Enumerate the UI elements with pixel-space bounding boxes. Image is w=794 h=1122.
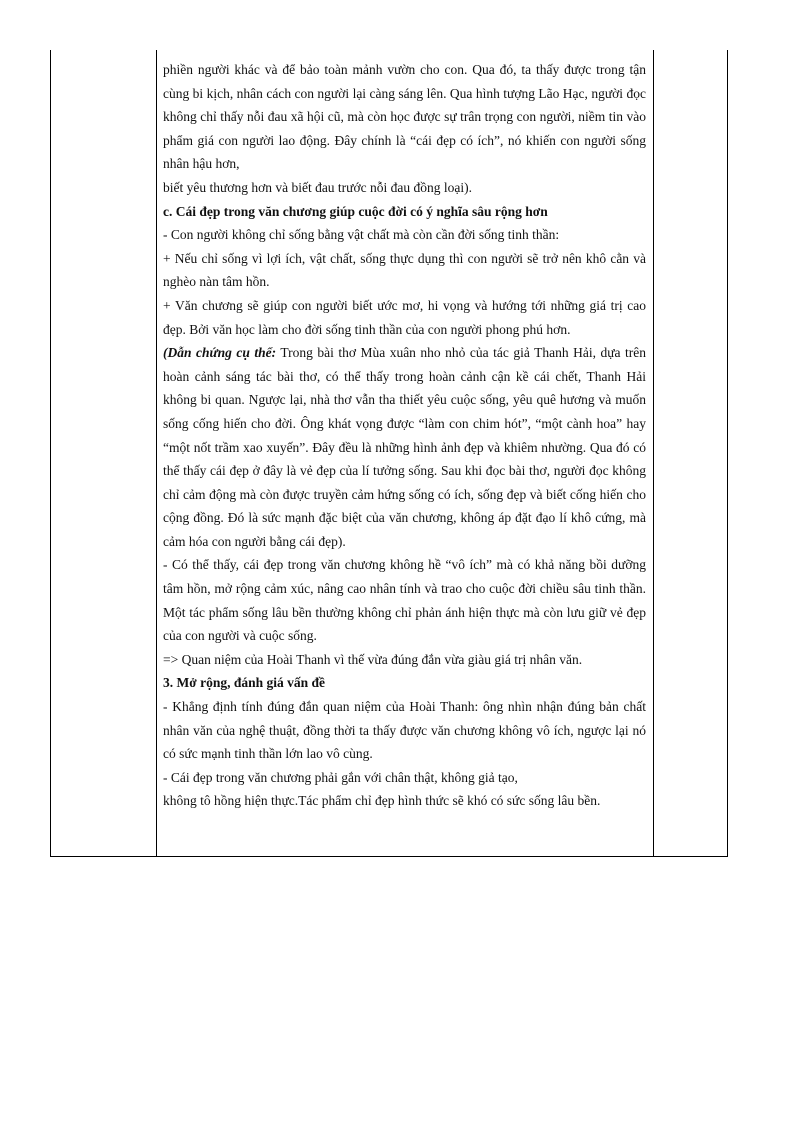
paragraph: phiền người khác và để bảo toàn mảnh vườn cho con. Qua đó, ta thấy được trong tận cùng bi kịch, nhân cách con người lại càng sáng lên. Qua hình tượng Lão Hạc, người đọc không chỉ thấy nỗi đau xã hội cũ, mà còn học được sự trân trọng con người, niềm tin vào phẩm giá con người lao động. Đây chính là “cái đẹp có ích”, nó khiến con người sống nhân hậu hơn, [163, 62, 646, 172]
evidence-paragraph [163, 341, 646, 553]
paragraph: - Cái đẹp trong văn chương phải gắn với chân thật, không giả tạo, [163, 769, 518, 785]
paragraph: + Nếu chỉ sống vì lợi ích, vật chất, sống thực dụng thì con người sẽ trở nên khô cằn và nghèo nàn tâm hồn. [163, 250, 646, 290]
table-border-left [50, 50, 51, 857]
table-border-bottom [50, 856, 728, 857]
evidence-text: Trong bài thơ Mùa xuân nho nhỏ của tác giả Thanh Hải, dựa trên hoàn cảnh sáng tác bài thơ, có thể thấy trong hoàn cảnh cận kề cái chết, Thanh Hải không bi quan. Ngược lại, nhà thơ vẫn tha thiết yêu cuộc sống, yêu quê hương và muốn sống cống hiến cho đời. Ông khát vọng được “làm con chim hót”, “một cành hoa” hay “một nốt trầm xao xuyến”. Đây đều là những hình ảnh đẹp và khiêm nhường. Qua đó có thể thấy cái đẹp ở đây là vẻ đẹp của lí tưởng sống. Sau khi đọc bài thơ, người đọc không chỉ cảm động mà còn được truyền cảm hứng sống có ích, sống đẹp và biết cống hiến cho cộng đồng. Đó là sức mạnh đặc biệt của văn chương, không áp đặt đạo lí khô cứng, mà cảm hóa con người bằng cái đẹp). [163, 345, 646, 549]
section-heading-c: c. Cái đẹp trong văn chương giúp cuộc đời có ý nghĩa sâu rộng hơn [163, 203, 548, 219]
table-cell-content [156, 50, 653, 813]
paragraph: - Con người không chỉ sống bằng vật chất mà còn cần đời sống tinh thần: [163, 227, 560, 243]
table-border-right [727, 50, 728, 857]
paragraph: + Văn chương sẽ giúp con người biết ước mơ, hi vọng và hướng tới những giá trị cao đẹp. Bởi văn học làm cho đời sống tinh thần của con người phong phú hơn. [163, 297, 646, 337]
section-heading-3: 3. Mở rộng, đánh giá vấn đề [163, 675, 325, 691]
conclusion-paragraph: => Quan niệm của Hoài Thanh vì thế vừa đúng đắn vừa giàu giá trị nhân văn. [163, 651, 583, 667]
evidence-label: (Dẫn chứng cụ thể: [163, 345, 277, 361]
column-divider-2 [653, 50, 654, 857]
paragraph: - Khẳng định tính đúng đắn quan niệm của Hoài Thanh: ông nhìn nhận đúng bản chất nhân văn của nghệ thuật, đồng thời ta thấy được văn chương không vô ích, ngược lại nó có sức mạnh tinh thần lớn lao vô cùng. [163, 699, 646, 762]
paragraph: - Có thể thấy, cái đẹp trong văn chương không hề “vô ích” mà có khả năng bồi dưỡng tâm hồn, mở rộng cảm xúc, nâng cao nhân tính và trao cho cuộc đời chiều sâu tinh thần. Một tác phẩm sống lâu bền thường không chỉ phản ánh hiện thực mà còn lưu giữ vẻ đẹp của con người và cuộc sống. [163, 557, 646, 644]
paragraph: biết yêu thương hơn và biết đau trước nỗi đau đồng loại). [163, 179, 472, 195]
content-table [50, 50, 728, 857]
paragraph: không tô hồng hiện thực.Tác phẩm chỉ đẹp hình thức sẽ khó có sức sống lâu bền. [163, 793, 601, 809]
